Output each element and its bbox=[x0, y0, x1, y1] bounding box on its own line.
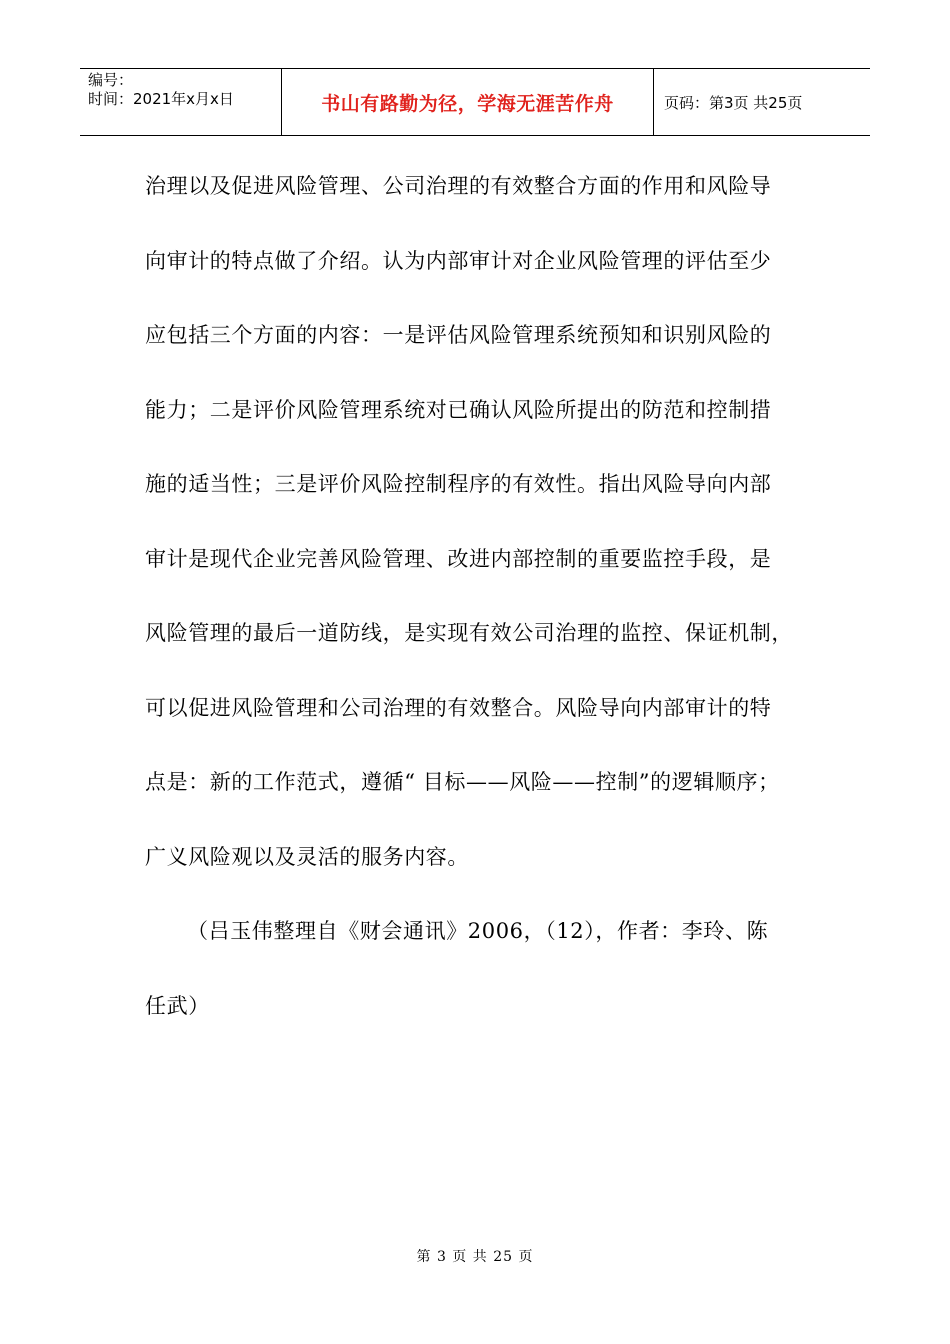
document-body bbox=[145, 165, 813, 1059]
body-line: 点是：新的工作范式，遵循“ 目标——风险——控制”的逻辑顺序； bbox=[145, 770, 780, 794]
body-line: 可以促进风险管理和公司治理的有效整合。风险导向内部审计的特 bbox=[145, 695, 772, 720]
header-motto-cell bbox=[282, 69, 654, 135]
body-line: 审计是现代企业完善风险管理、改进内部控制的重要监控手段，是 bbox=[145, 546, 772, 571]
document-date: 时间：2021年x月x日 bbox=[88, 90, 234, 108]
body-line: 广义风险观以及灵活的服务内容。 bbox=[145, 844, 469, 869]
body-line: 风险管理的最后一道防线，是实现有效公司治理的监控、保证机制， bbox=[145, 621, 793, 645]
body-line: 能力；二是评价风险管理系统对已确认风险所提出的防范和控制措 bbox=[145, 397, 772, 422]
header-motto: 书山有路勤为径，学海无涯苦作舟 bbox=[321, 92, 614, 115]
page-header bbox=[80, 68, 870, 136]
body-line: 向审计的特点做了介绍。认为内部审计对企业风险管理的评估至少 bbox=[145, 248, 772, 273]
header-meta bbox=[80, 69, 282, 135]
citation-line: （吕玉伟整理自《财会通讯》2006，（12），作者：李玲、陈 bbox=[187, 919, 769, 943]
header-page-cell bbox=[654, 69, 870, 135]
citation-line-continued: 任武） bbox=[145, 993, 210, 1018]
header-page-info: 页码：第3页 共25页 bbox=[664, 93, 803, 112]
body-line: 应包括三个方面的内容：一是评估风险管理系统预知和识别风险的 bbox=[145, 323, 772, 347]
page-footer: 第 3 页 共 25 页 bbox=[416, 1249, 534, 1265]
document-number-label: 编号： bbox=[88, 71, 134, 89]
body-line: 施的适当性；三是评价风险控制程序的有效性。指出风险导向内部 bbox=[145, 472, 772, 496]
body-line: 治理以及促进风险管理、公司治理的有效整合方面的作用和风险导 bbox=[145, 174, 772, 198]
